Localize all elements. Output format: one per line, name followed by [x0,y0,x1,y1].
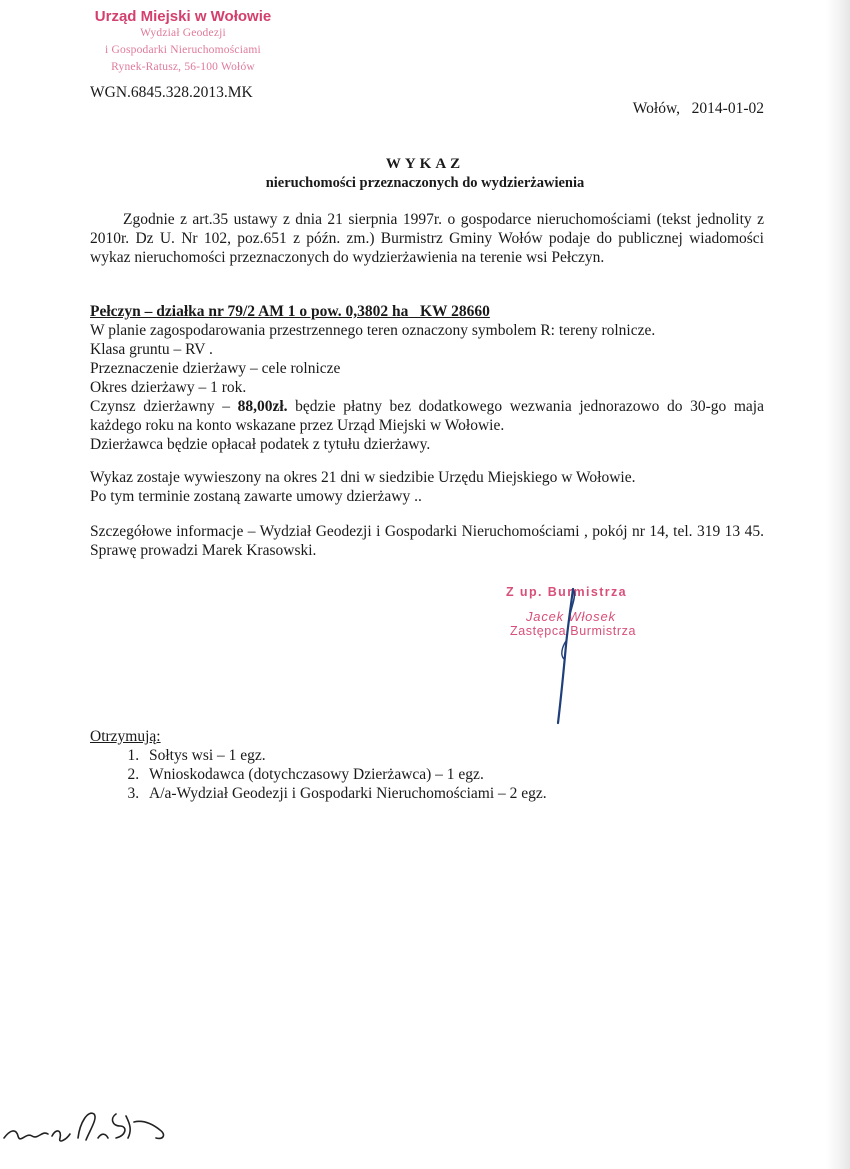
office-stamp [88,8,278,76]
stamp-office-name: Urząd Miejski w Wołowie [94,8,272,25]
parcel-purpose: Przeznaczenie dzierżawy – cele rolnicze [90,360,341,377]
stamp-line-department: Wydział Geodezji [140,27,226,39]
parcel-rent: Czynsz dzierżawny – 88,00zł. będzie płatny bez dodatkowego wezwania jednorazowo do 30-go maja każdego roku na konto wskazane przez Urząd Miejski w Wołowie. [90,398,764,434]
signature-name: Jacek Włosek [526,609,616,624]
parcel-plan: W planie zagospodarowania przestrzennego teren oznaczony symbolem R: tereny rolnicze. [90,322,656,339]
parcel-soil-class: Klasa gruntu – RV . [90,341,213,358]
contact-info: Szczegółowe informacje – Wydział Geodezji i Gospodarki Nieruchomościami , pokój nr 14, tel. 319 13 45. Sprawę prowadzi Marek Krasowski. [90,523,764,559]
handwritten-signature [540,585,600,730]
handwritten-initials [0,1100,190,1160]
publication-line-1: Wykaz zostaje wywieszony na okres 21 dni w siedzibie Urzędu Miejskiego w Wołowie. [90,469,636,486]
parcel-tax: Dzierżawca będzie opłacał podatek z tytułu dzierżawy. [90,436,431,453]
document-title: WYKAZ [385,156,465,172]
rent-amount: 88,00zł. [237,398,288,415]
publication-line-2: Po tym terminie zostaną zawarte umowy dzierżawy .. [90,488,422,505]
intro-paragraph: Zgodnie z art.35 ustawy z dnia 21 sierpnia 1997r. o gospodarce nieruchomościami (tekst jednolity z 2010r. Dz U. Nr 102, poz.651 z późn. zm.) Burmistrz Gminy Wołów podaje do publicznej wiadomości wykaz nieruchomości przeznaczonych do wydzierżawienia na terenie wsi Pełczyn. [90,211,764,266]
parcel-section [90,302,764,454]
recipient-item: 3. A/a-Wydział Geodezji i Gospodarki Nieruchomościami – 2 egz. [143,784,547,803]
stamp-line-department-2: i Gospodarki Nieruchomościami [105,44,261,56]
document-date: Wołów, 2014-01-02 [632,100,764,117]
signature-role: Zastępca Burmistrza [510,624,637,638]
signature-authority: Z up. Burmistrza [506,585,628,599]
document-subtitle: nieruchomości przeznaczonych do wydzierżawienia [265,175,585,191]
parcel-period: Okres dzierżawy – 1 rok. [90,379,247,396]
parcel-heading: Pełczyn – działka nr 79/2 AM 1 o pow. 0,3802 ha KW 28660 [90,303,490,320]
publication-notice [90,468,764,506]
recipient-item: 2. Wnioskodawca (dotychczasowy Dzierżawca) – 1 egz. [143,765,547,784]
stamp-line-address: Rynek-Ratusz, 56-100 Wołów [111,61,255,73]
reference-number: WGN.6845.328.2013.MK [90,84,253,101]
recipient-item: 1. Sołtys wsi – 1 egz. [143,746,547,765]
recipients-list [90,727,547,803]
recipients-heading: Otrzymują: [90,728,161,745]
